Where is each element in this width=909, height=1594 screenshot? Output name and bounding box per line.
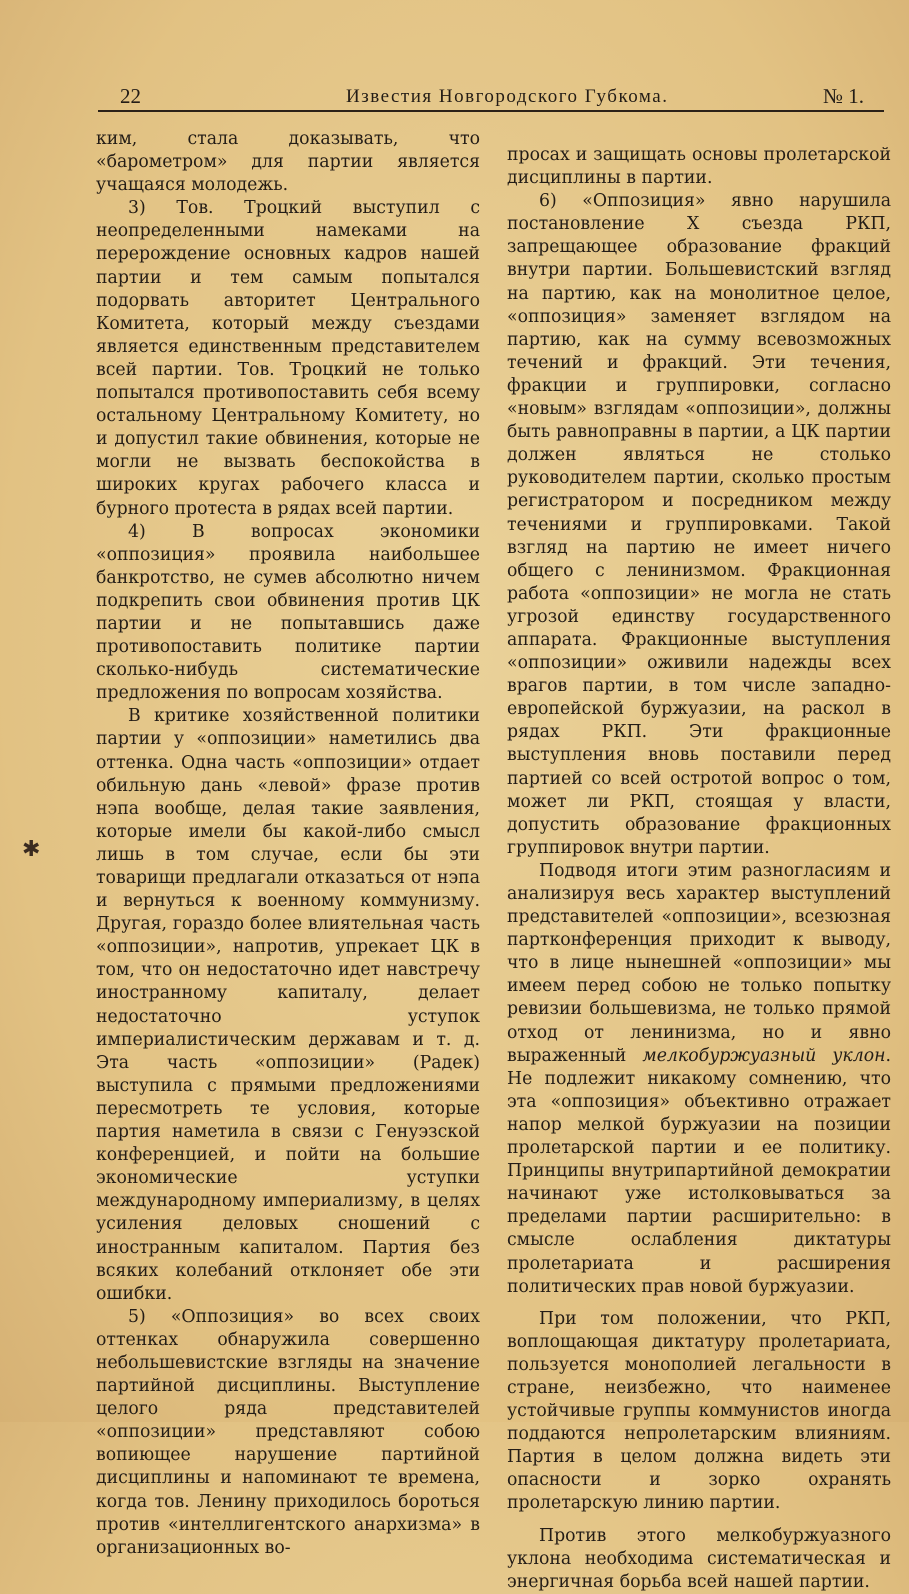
paragraph: ким, стала доказывать, что «барометром» для партии является учащаяся молодежь.: [96, 129, 480, 196]
paragraph: 4) В вопросах экономики «оппозиция» проявила наибольшее банкротство, не сумев абсолютно ничем подкрепить свои обвинения против ЦК партии и не попытавшись даже противопоставить политике партии сколько-нибудь систематические предложения по вопросам хозяйства.: [96, 521, 480, 704]
text-run: . Не подлежит никакому сомнению, что эта «оппозиция» объективно отражает напор мелкой буржуазии на позиции пролетарской партии и ее политику. Принципы внутрипартийной демократии начинают уже истолковываться за пределами партии расширительно: в смысле ослабления диктатуры пролетариата и расширения политических прав новой буржуазии.: [507, 1045, 891, 1297]
paragraph: В критике хозяйственной политики партии у «оппозиции» наметились два оттенка. Одна часть «оппозиции» отдает обильную дань «левой» фразе против нэпа вообще, делая такие заявления, которые имели бы какой-либо смысл лишь в том случае, если бы эти товарищи предлагали отказаться от нэпа и вернуться к военному коммунизму. Другая, гораздо более влиятельная часть «оппозиции», напротив, упрекает ЦК в том, что он недостаточно идет навстречу иностранному капиталу, делает недостаточно уступок империалистическим державам и т. д. Эта часть «оппозиции» (Радек) выступила с прямыми предложениями пересмотреть те условия, которые партия наметила в связи с Генуэзской конференцией, и пойти на большие экономические уступки международному империализму, в целях усиления деловых сношений с иностранным капиталом. Партия без всяких колебаний отклоняет обе эти ошибки.: [96, 706, 480, 1304]
paragraph: 6) «Оппозиция» явно нарушила постановление X съезда РКП, запрещающее образование фракций внутри партии. Большевистский взгляд на партию, как на монолитное целое, «оппозиция» заменяет взглядом на партию, как на сумму всевозможных течений и фракций. Эти течения, фракции и группировки, согласно «новым» взглядам «оппозиции», должны быть равноправны в партии, а ЦК партии должен являться не столько руководителем партии, сколько простым регистратором и посредником между течениями и группировками. Такой взгляд на партию не имеет ничего общего с ленинизмом. Фракционная работа «оппозиции» не могла не стать угрозой единству государственного аппарата. Фракционные выступления «оппозиции» оживили надежды всех врагов партии, в том числе западно-европейской буржуазии, на раскол в рядах РКП. Эти фракционные выступления вновь поставили перед партией со всей остротой вопрос о том, может ли РКП, стоящая у власти, допустить образование фракционных группировок внутри партии.: [507, 191, 891, 858]
paragraph: При том положении, что РКП, воплощающая диктатуру пролетариата, пользуется монополией легальности в стране, неизбежно, что наименее устойчивые группы коммунистов иногда поддаются непролетарским влияниям. Партия в целом должна видеть эти опасности и зорко охранять пролетарскую линию партии.: [507, 1308, 891, 1514]
paragraph: [507, 860, 891, 1299]
journal-title: Известия Новгородского Губкома.: [346, 86, 669, 107]
margin-mark: ✱: [22, 837, 41, 862]
paragraph: просах и защищать основы пролетарской дисциплины в партии.: [507, 145, 891, 189]
issue-number: № 1.: [822, 84, 864, 108]
italic-phrase: мелкобуржуазный уклон: [642, 1045, 886, 1066]
paragraph: 5) «Оппозиция» во всех своих оттенках обнаружила совершенно небольшевистские взгляды на значение партийной дисциплины. Выступление целого ряда представителей «оппозиции» представляют собою вопиющее нарушение партийной дисциплины и напоминают те времена, когда тов. Ленину приходилось бороться против «интеллигентского анархизма» в организационных во-: [96, 1306, 480, 1558]
left-column: [96, 128, 480, 1560]
text-run: Подводя итоги этим разногласиям и анализируя весь характер выступлений представителей «оппозиции», всезюзная партконференция приходит к выводу, что в лице нынешней «оппозиции» мы имеем перед собою не только попытку ревизии большевизма, не только прямой отход от ленинизма, но и явно выраженный: [507, 860, 891, 1066]
paragraph: 3) Тов. Троцкий выступил с неопределенными намеками на перерождение основных кадров нашей партии и тем самым попытался подорвать авторитет Центрального Комитета, который между съездами является единственным представителем всей партии. Тов. Троцкий не только попытался противопоставить себя всему остальному Центральному Комитету, но и допустил такие обвинения, которые не могли не вызвать беспокойства в широких кругах рабочего класса и бурного протеста в рядах всей партии.: [96, 198, 480, 519]
page-header: [98, 84, 884, 112]
paragraph: Против этого мелкобуржуазного уклона необходима систематическая и энергичная борьба всей нашей партии.: [507, 1525, 891, 1592]
right-column: [507, 144, 891, 1594]
page-number: 22: [120, 84, 141, 108]
